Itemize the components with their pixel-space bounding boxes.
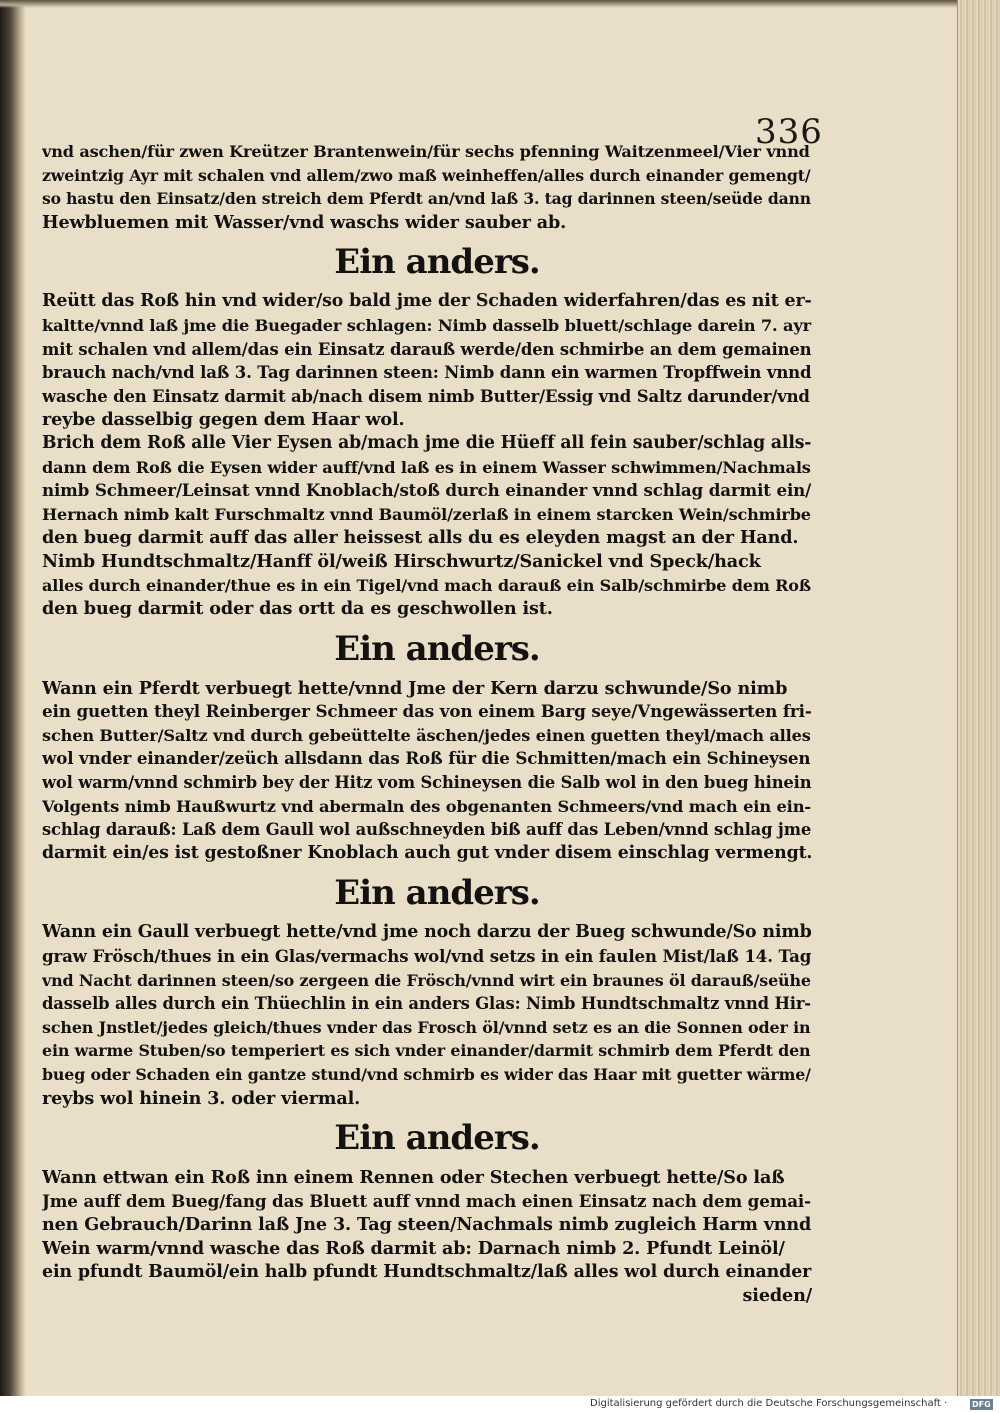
text-line: graw Frösch/thues in ein Glas/vermachs wol/vnd setzs in ein faulen Mist/laß 14. Tag	[42, 946, 812, 967]
text-line: ein pfundt Baumöl/ein halb pfundt Hundtschmaltz/laß alles wol durch einander	[42, 1261, 812, 1282]
text-line: brauch nach/vnd laß 3. Tag darinnen steen: Nimb dann ein warmen Tropffwein vnnd	[42, 362, 812, 383]
text-line: nen Gebrauch/Darinn laß Jne 3. Tag steen/Nachmals nimb zugleich Harm vnnd	[42, 1214, 812, 1236]
text-line: Jme auff dem Bueg/fang das Bluett auff vnnd mach einen Einsatz nach dem gemai-	[42, 1190, 811, 1211]
text-line: nimb Schmeer/Leinsat vnnd Knoblach/stoß durch einander vnnd schlag darmit ein/	[42, 480, 812, 501]
section-heading: Ein anders.	[334, 873, 540, 914]
text-line: schen Jnstlet/jedes gleich/thues vnder das Frosch öl/vnnd setz es an die Sonnen oder in	[42, 1017, 811, 1037]
section-heading: Ein anders.	[334, 242, 540, 283]
funding-credit: Digitalisierung gefördert durch die Deutsche Forschungsgemeinschaft ·	[590, 1398, 948, 1409]
text-line: Wann ettwan ein Roß inn einem Rennen oder Stechen verbuegt hette/So laß	[42, 1167, 785, 1189]
text-line: wol warm/vnnd schmirb bey der Hitz vom Schineysen die Salb wol in den bueg hinein	[42, 773, 812, 793]
text-line: den bueg darmit auff das aller heissest alls du es eleyden magst an der Hand.	[42, 527, 799, 549]
text-line: bueg oder Schaden ein gantze stund/vnd schmirb es wider das Haar mit guetter wärme/	[42, 1065, 811, 1084]
text-line: dann dem Roß die Eysen wider auff/vnd laß es in einem Wasser schwimmen/Nachmals	[42, 457, 811, 477]
text-line: kaltte/vnnd laß jme die Buegader schlagen: Nimb dasselb bluett/schlage darein 7. ayr	[42, 315, 812, 335]
text-line: Wann ein Gaull verbuegt hette/vnd jme noch darzu der Bueg schwunde/So nimb	[42, 922, 812, 943]
text-line: wasche den Einsatz darmit ab/nach disem nimb Butter/Essig vnd Saltz darunder/vnd	[42, 386, 810, 406]
text-line: so hastu den Einsatz/den streich dem Pferdt an/vnd laß 3. tag darinnen steen/seüde dann	[42, 189, 811, 209]
text-line: wol vnder einander/zeüch allsdann das Roß für die Schmitten/mach ein Schineysen	[42, 748, 811, 769]
page-fore-edge	[957, 0, 1000, 1396]
text-line: darmit ein/es ist gestoßner Knoblach auch gut vnder disem einschlag vermengt.	[42, 842, 812, 863]
text-line: den bueg darmit oder das ortt da es geschwollen ist.	[42, 598, 553, 620]
text-line: ein guetten theyl Reinberger Schmeer das von einem Barg seye/Vngewässerten fri-	[42, 701, 812, 722]
text-line: schen Butter/Saltz vnd durch gebeüttelte äschen/jedes einen guetten theyl/mach alles	[42, 725, 811, 745]
dfg-logo: DFG	[972, 1400, 991, 1409]
text-line: sieden/	[742, 1285, 812, 1307]
text-line: Volgents nimb Haußwurtz vnd abermaln des obgenanten Schmeers/vnd mach ein ein-	[42, 796, 811, 816]
text-line: mit schalen vnd allem/das ein Einsatz darauß werde/den schmirbe an dem gemainen	[42, 339, 812, 359]
text-line: Brich dem Roß alle Vier Eysen ab/mach jme die Hüeff all fein sauber/schlag alls-	[42, 432, 812, 453]
text-line: vnd Nacht darinnen steen/so zergeen die Frösch/vnnd wirt ein braunes öl darauß/seühe	[42, 970, 811, 990]
gutter-shadow	[0, 0, 26, 1396]
text-line: schlag darauß: Laß dem Gaull wol außschneyden biß auff das Leben/vnnd schlag jme	[42, 820, 812, 840]
text-line: reybe dasselbig gegen dem Haar wol.	[42, 409, 405, 431]
text-line: Nimb Hundtschmaltz/Hanff öl/weiß Hirschwurtz/Sanickel vnd Speck/hack	[42, 550, 761, 572]
text-line: Wein warm/vnnd wasche das Roß darmit ab: Darnach nimb 2. Pfundt Leinöl/	[42, 1237, 785, 1259]
page-text-block	[42, 140, 812, 1308]
text-line: alles durch einander/thue es in ein Tigel/vnd mach darauß ein Salb/schmirbe dem Roß	[42, 575, 811, 595]
text-line: Hernach nimb kalt Furschmaltz vnnd Baumöl/zerlaß in einem starcken Wein/schmirbe	[42, 504, 811, 524]
text-line: Reütt das Roß hin vnd wider/so bald jme der Schaden widerfahren/das es nit er-	[42, 291, 812, 312]
text-line: Hewbluemen mit Wasser/vnd waschs wider sauber ab.	[42, 211, 567, 233]
section-heading: Ein anders.	[334, 1118, 540, 1159]
text-line: reybs wol hinein 3. oder viermal.	[42, 1087, 361, 1109]
text-line: Wann ein Pferdt verbuegt hette/vnnd Jme der Kern darzu schwunde/So nimb	[42, 677, 788, 699]
text-line: zweintzig Ayr mit schalen vnd allem/zwo maß weinheffen/alles durch einander gemengt/	[42, 165, 811, 185]
text-line: ein warme Stuben/so temperiert es sich vnder einander/darmit schmirb dem Pferdt den	[42, 1041, 811, 1061]
page-top-edge	[0, 0, 1000, 8]
text-line: dasselb alles durch ein Thüechlin in ein anders Glas: Nimb Hundtschmaltz vnnd Hir-	[42, 994, 811, 1014]
section-heading: Ein anders.	[334, 628, 540, 669]
page-number: 336	[755, 112, 823, 152]
text-line: vnd aschen/für zwen Kreützer Brantenwein/für sechs pfenning Waitzenmeel/Vier vnnd	[42, 142, 810, 161]
